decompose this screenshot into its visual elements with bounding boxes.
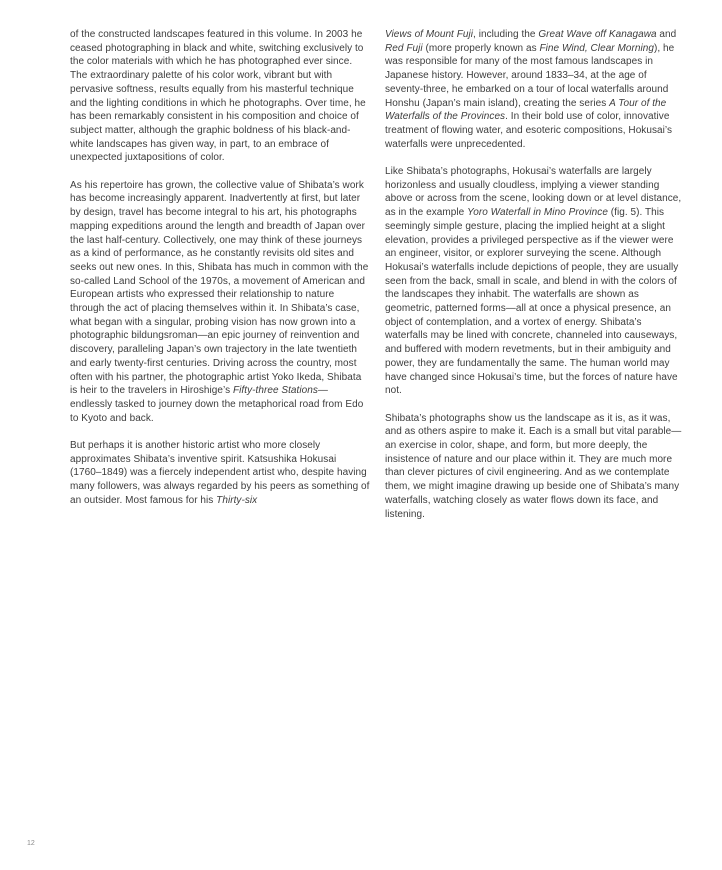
italic-text-segment: Fifty-three Stations	[233, 385, 318, 397]
page-number: 12	[27, 840, 35, 847]
italic-text-segment: Yoro Waterfall in Mino Province	[467, 207, 608, 219]
paragraph	[385, 412, 685, 522]
text-segment: But perhaps it is another historic artist who more closely approximates Shibata’s inventive spirit. Katsushika Hokusai (1760–1849) was a fiercely independent artist who, despite having many followers, was always regarded by his peers as something of an outsider. Most famous for his	[70, 440, 370, 506]
text-segment: . In their bold use of color, innovative treatment of flowing water, and esoteric compositions, Hokusai’s waterfalls were unprecedented.	[385, 111, 673, 150]
text-segment: Shibata’s photographs show us the landscape as it is, as it was, and as others aspire to make it. Each is a small but vital parable—an exercise in color, shape, and form, but more deeply, the insistence of nature and our place within it. They are much more than clever pictures of civil engineering. And as we contemplate them, we might imagine drawing up beside one of Shibata’s many waterfalls, watching closely as water flows down its face, and listening.	[385, 412, 682, 520]
text-segment: of the constructed landscapes featured in this volume. In 2003 he ceased photographing in black and white, switching exclusively to the color materials with which he has photographed ever since. The extraordinary palette of his color work, vibrant but with pervasive softness, results equally from his masterful technique and the lighting conditions in which he photographs. Over time, he has been remarkably consistent in his composition and choice of subject matter, although the graphic boldness of his black-and-white landscapes has given way, in part, to an embrace of unexpected juxtapositions of color.	[70, 29, 366, 164]
text-segment: (more properly known as	[422, 42, 540, 54]
text-segment: (fig. 5). This seemingly simple gesture, placing the implied height at a slight elevation, provides a privileged perspective as if the viewer were an engineer, visitor, or explorer surveying the scene. Although Hokusai’s waterfalls include depictions of people, they are usually seen from the back, small in scale, and blend in with the colors of the landscapes they inhabit. The waterfalls are shown as geometric, patterned forms—all at once a physical presence, an object of contemplation, and a vortex of energy. Shibata’s waterfalls may be lined with concrete, channeled into causeways, and buffered with modern revetments, but in their ambiguity and power, they are fundamentally the same. The human world may have changed since Hokusai’s time, but the forces of nature have not.	[385, 207, 679, 397]
text-segment: Like Shibata’s photographs, Hokusai’s waterfalls are largely horizonless and usually cloudless, implying a viewer standing above or across from the scene, looking down or at level distance, as in the example	[385, 166, 682, 219]
text-column-right	[385, 28, 685, 521]
italic-text-segment: Views of Mount Fuji	[385, 29, 474, 40]
text-segment: and	[656, 29, 677, 40]
text-segment: —endlessly tasked to journey down the metaphorical road from Edo to Kyoto and back.	[70, 385, 364, 424]
paragraph	[70, 28, 370, 165]
text-segment: As his repertoire has grown, the collective value of Shibata’s work has become increasingly apparent. Inadvertently at first, but later by design, travel has become integral to his art, his photographs mapping expeditions around the length and breadth of Japan over the last half-century. Collectively, one may think of these journeys as a kind of performance, as he constantly revisits old sites and seeks out new ones. In this, Shibata has much in common with the so-called Land School of the 1970s, a movement of American and European artists who expressed their relationship to nature through the act of placing themselves within it. In Shibata’s case, what began with a singular, probing vision has now grown into a photographic bildungsroman—an epic journey of reinvention and discovery, paralleling Japan’s own trajectory in the late twentieth and early twenty-first centuries. Driving across the country, most often with his partner, the photographic artist Yoko Ikeda, Shibata is heir to the travelers in Hiroshige’s	[70, 179, 369, 397]
italic-text-segment: Great Wave off Kanagawa	[538, 29, 657, 40]
paragraph	[385, 165, 685, 398]
italic-text-segment: Fine Wind, Clear Morning	[539, 42, 654, 54]
italic-text-segment: Red Fuji	[385, 42, 423, 54]
paragraph	[70, 179, 370, 426]
paragraph	[385, 28, 685, 151]
text-segment: ), he was responsible for many of the most famous landscapes in Japanese history. However, around 1833–34, at the age of seventy-three, he embarked on a tour of local waterfalls around Honshu (Japan’s main island), creating the series	[385, 42, 675, 109]
italic-text-segment: A Tour of the Waterfalls of the Provinces	[385, 97, 667, 123]
text-segment: , including the	[473, 29, 539, 40]
paragraph	[70, 439, 370, 508]
text-column-left	[70, 28, 370, 521]
italic-text-segment: Thirty-six	[216, 494, 258, 506]
two-column-text-block	[70, 28, 685, 521]
